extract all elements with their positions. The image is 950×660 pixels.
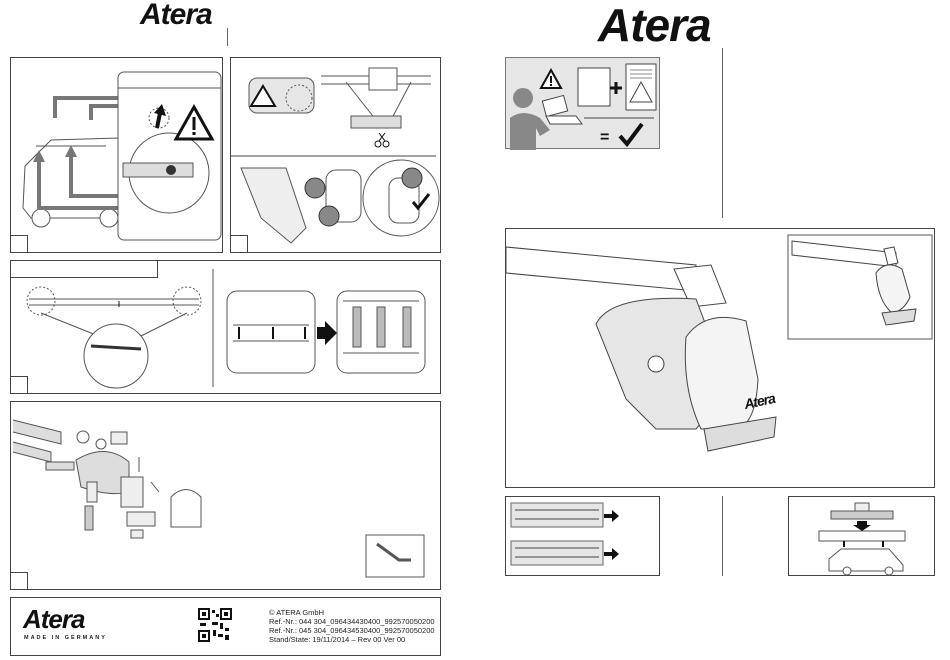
- footer-tagline: MADE IN GERMANY: [24, 635, 107, 641]
- car-mount-panel: [788, 496, 935, 576]
- qr-code-icon: [198, 608, 232, 642]
- roof-bar-foot-illustration: [506, 229, 936, 489]
- footer-ref-2: Ref.-Nr.: 045 304_096434530400_992570050200: [269, 626, 435, 635]
- checkmark-icon: [618, 122, 644, 146]
- scissors-icon: [374, 132, 390, 148]
- column-divider-bottom: [722, 496, 723, 576]
- warning-icon: [539, 68, 563, 90]
- step-panel-1: [10, 57, 223, 253]
- step-panel-3: [10, 260, 441, 394]
- header-logo-right: Atera: [598, 0, 711, 51]
- header-divider: [227, 28, 228, 46]
- step-number-box: [11, 376, 28, 393]
- foot-detail-panel: [505, 228, 935, 488]
- header-logo-left: Atera: [140, 0, 212, 31]
- cut-bar-illustration: [231, 58, 442, 254]
- footer-copyright: © ATERA GmbH: [269, 608, 324, 617]
- car-illustration: [11, 58, 224, 254]
- read-instructions-panel: [505, 57, 660, 149]
- bar-orientation-illustration: [506, 497, 661, 577]
- footer-panel: [10, 597, 441, 656]
- step-number-box: [231, 235, 248, 252]
- arrow-right-icon: [604, 510, 620, 522]
- car-mount-illustration: [789, 497, 936, 577]
- footer-logo: Atera: [23, 604, 85, 634]
- bar-measure-illustration: [11, 261, 442, 395]
- column-divider-top: [722, 48, 723, 218]
- foot-cover-logo: Atera: [742, 389, 777, 413]
- step-panel-4: [10, 401, 441, 590]
- step-panel-2: [230, 57, 441, 253]
- arrow-right-icon: [604, 548, 620, 560]
- svg-text:=: =: [600, 129, 610, 146]
- warning-icon: [174, 105, 214, 141]
- footer-ref-1: Ref.-Nr.: 044 304_096434430400_992570050200: [269, 617, 435, 626]
- step-number-box: [11, 235, 28, 252]
- step-number-box: [11, 572, 28, 589]
- checkmark-icon: [411, 192, 431, 210]
- bar-orientation-panel: [505, 496, 660, 576]
- allen-key-icon: [373, 540, 417, 566]
- footer-stand: Stand/State: 19/11/2014 – Rev 00 Ver 00: [269, 635, 406, 644]
